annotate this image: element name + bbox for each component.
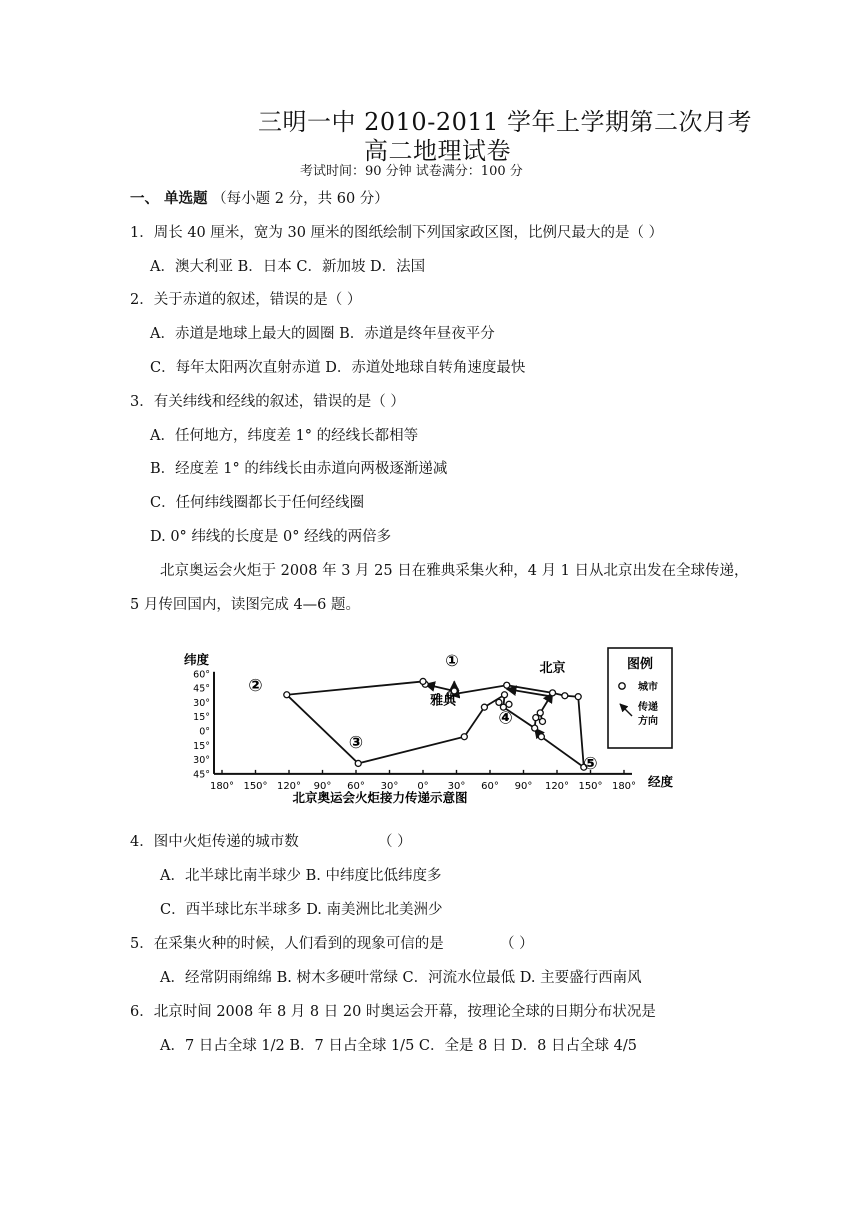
y-tick-label: 0° [199, 726, 210, 738]
section-note: （每小题 2 分，共 60 分） [212, 191, 389, 207]
x-axis-title: 经度 [648, 773, 674, 789]
question-2-options-cd: C．每年太阳两次直射赤道 D．赤道处地球自转角速度最快 [150, 360, 526, 376]
section-heading [130, 187, 389, 208]
legend-city-marker [619, 683, 625, 689]
city-point [532, 725, 538, 731]
question-3-option-d: D. 0° 纬线的长度是 0° 经线的两倍多 [150, 529, 392, 545]
city-point [504, 682, 510, 688]
torch-relay-map [180, 630, 685, 805]
question-3-option-b: B．经度差 1° 的纬线长由赤道向两极逐渐递减 [150, 461, 448, 477]
y-tick-label: 30° [193, 755, 210, 767]
x-tick-label: 150° [243, 780, 268, 792]
relay-route [425, 684, 454, 691]
passage-line-2: 5 月传回国内，读图完成 4—6 题。 [130, 597, 361, 613]
x-tick-label: 90° [514, 780, 533, 792]
relay-cities [284, 678, 587, 770]
relay-route [507, 689, 553, 697]
x-tick-label: 180° [611, 780, 637, 792]
exam-subtitle: 高二地理试卷 [364, 137, 511, 165]
y-tick-label: 45° [193, 683, 210, 695]
city-point [539, 718, 545, 724]
legend-route-label-1: 传递 [638, 702, 658, 713]
y-axis-title: 纬度 [184, 651, 210, 667]
relay-route [535, 693, 584, 767]
question-4-options-ab: A．北半球比南半球少 B. 中纬度比低纬度多 [160, 868, 442, 884]
x-tick-label: 120° [276, 780, 302, 792]
point-label-p3: ③ [348, 733, 364, 754]
city-point [537, 710, 543, 716]
y-tick-label: 30° [193, 697, 210, 709]
x-tick-label: 30° [447, 780, 466, 792]
city-point [538, 734, 544, 740]
x-tick-label: 60° [347, 780, 365, 792]
point-label-athens: 雅典 [430, 693, 457, 709]
exam-info: 考试时间：90 分钟 试卷满分：100 分 [300, 164, 523, 179]
question-1-stem: 1．周长 40 厘米，宽为 30 厘米的图纸绘制下列国家政区图，比例尺最大的是（ ） [130, 225, 664, 241]
chart-legend [608, 648, 672, 748]
question-5-options: A．经常阴雨绵绵 B. 树木多硬叶常绿 C．河流水位最低 D. 主要盛行西南风 [160, 970, 642, 986]
section-title: 一、 单选题 [130, 190, 208, 207]
city-point [355, 760, 361, 766]
question-4-paren: （ ） [378, 834, 412, 850]
point-label-p5: ⑤ [583, 754, 598, 775]
question-6-options: A．7 日占全球 1/2 B．7 日占全球 1/5 C．全是 8 日 D．8 日占全球 4/5 [160, 1038, 637, 1054]
city-point [481, 704, 487, 710]
city-point [506, 701, 512, 707]
y-tick-label: 60° [193, 669, 210, 681]
x-tick-label: 180° [209, 780, 235, 792]
city-point [550, 690, 556, 696]
city-point [461, 734, 467, 740]
chart-title: 北京奥运会火炬接力传递示意图 [292, 790, 468, 805]
point-label-p1: ① [445, 651, 459, 671]
city-point [575, 694, 581, 700]
chart-labels [184, 651, 674, 792]
x-tick-label: 30° [380, 780, 399, 792]
x-tick-label: 150° [578, 780, 603, 792]
city-point [420, 678, 426, 684]
point-label-beijing: 北京 [539, 660, 566, 676]
city-point [562, 693, 568, 699]
question-5-paren: （ ） [500, 936, 534, 952]
question-5-stem: 5．在采集火种的时候，人们看到的现象可信的是 [130, 936, 444, 952]
exam-title: 三明一中 2010-2011 学年上学期第二次月考 [258, 108, 753, 136]
city-point [284, 692, 290, 698]
y-tick-label: 15° [193, 740, 210, 752]
passage-line-1: 北京奥运会火炬于 2008 年 3 月 25 日在雅典采集火种，4 月 1 日从北京出发在全球传递， [160, 563, 749, 579]
city-point [502, 692, 508, 698]
x-tick-label: 0° [417, 780, 429, 792]
x-tick-label: 60° [481, 780, 499, 792]
question-2-stem: 2．关于赤道的叙述，错误的是（ ） [130, 292, 362, 308]
question-4-stem: 4．图中火炬传递的城市数 [130, 834, 299, 850]
legend-title: 图例 [626, 657, 654, 672]
question-3-option-a: A．任何地方，纬度差 1° 的经线长都相等 [150, 428, 419, 444]
legend-route-label-2: 方向 [638, 716, 658, 727]
question-3-stem: 3．有关纬线和经线的叙述，错误的是（ ） [130, 394, 405, 410]
question-3-option-c: C．任何纬线圈都长于任何经线圈 [150, 495, 365, 511]
legend-city-label: 城市 [638, 682, 658, 693]
x-tick-label: 90° [313, 780, 332, 792]
question-4-options-cd: C．西半球比东半球多 D. 南美洲比北美洲少 [160, 902, 443, 918]
y-tick-label: 15° [193, 712, 210, 724]
point-label-p4: ④ [498, 708, 513, 729]
x-tick-label: 120° [544, 780, 570, 792]
point-label-p2: ② [248, 675, 263, 696]
question-6-stem: 6．北京时间 2008 年 8 月 8 日 20 时奥运会开幕，按理论全球的日期分布状况是 [130, 1004, 656, 1020]
question-2-options-ab: A．赤道是地球上最大的圆圈 B．赤道是终年昼夜平分 [150, 326, 495, 342]
question-1-options: A．澳大利亚 B．日本 C．新加坡 D．法国 [150, 259, 426, 275]
y-tick-label: 45° [193, 769, 210, 781]
